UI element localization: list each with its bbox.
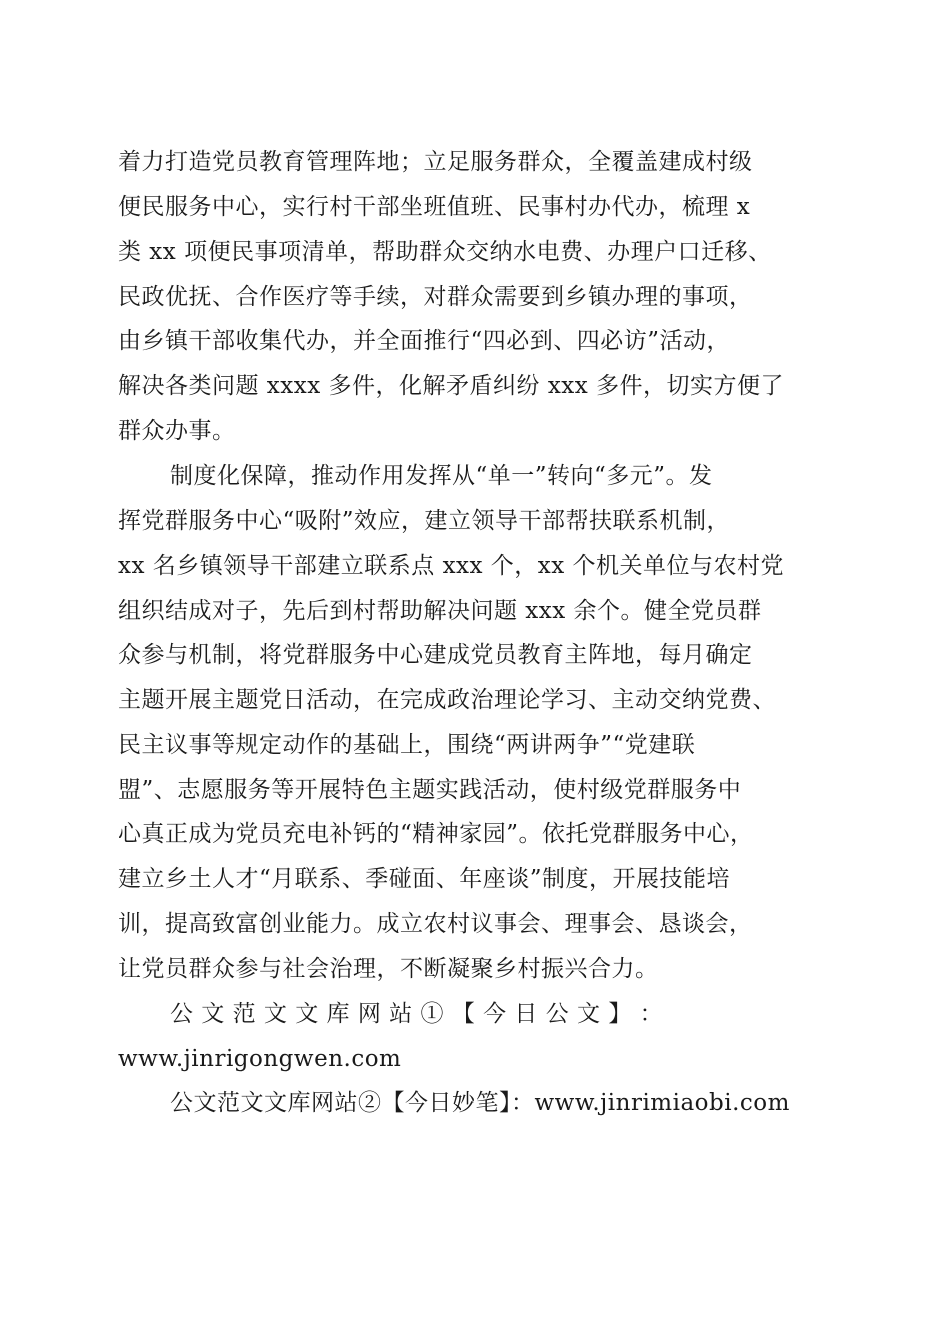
paragraph-1-line-2: 便民服务中心，实行村干部坐班值班、民事村办代办，梳理 x [118,194,751,220]
paragraph-2-line-4: 组织结成对子，先后到村帮助解决问题 xxx 余个。健全党员群 [118,598,762,624]
paragraph-2-line-8: 盟”、志愿服务等开展特色主题实践活动，使村级党群服务中 [118,777,742,803]
paragraph-2-line-6: 主题开展主题党日活动，在完成政治理论学习、主动交纳党费、 [118,687,776,713]
paragraph-2-line-5: 众参与机制，将党群服务中心建成党员教育主阵地，每月确定 [118,642,753,668]
footer-site-2[interactable]: 公文范文文库网站②【今日妙笔】：www.jinrimiaobi.com [170,1090,790,1116]
paragraph-1-line-7: 群众办事。 [118,418,236,444]
paragraph-1-line-1: 着力打造党员教育管理阵地；立足服务群众，全覆盖建成村级 [118,149,753,175]
paragraph-1-line-5: 由乡镇干部收集代办，并全面推行“四必到、四必访”活动， [118,328,731,354]
paragraph-2-line-3: xx 名乡镇领导干部建立联系点 xxx 个，xx 个机关单位与农村党 [118,553,785,579]
paragraph-2-line-11: 训，提高致富创业能力。成立农村议事会、理事会、恳谈会， [118,911,753,937]
paragraph-2-line-7: 民主议事等规定动作的基础上，围绕“两讲两争”“党建联 [118,732,696,758]
footer-site-1-label: 公 文 范 文 文 库 网 站 ① 【 今 日 公 文 】 ： [170,1001,664,1027]
paragraph-2-line-12: 让党员群众参与社会治理，不断凝聚乡村振兴合力。 [118,956,659,982]
paragraph-2-line-10: 建立乡土人才“月联系、季碰面、年座谈”制度，开展技能培 [118,866,731,892]
paragraph-1-line-4: 民政优抚、合作医疗等手续，对群众需要到乡镇办理的事项， [118,284,753,310]
paragraph-1-line-6: 解决各类问题 xxxx 多件，化解矛盾纠纷 xxx 多件，切实方便了 [118,373,785,399]
paragraph-2-line-9: 心真正成为党员充电补钙的“精神家园”。依托党群服务中心， [118,821,754,847]
document-body [118,0,838,1344]
paragraph-2-line-1: 制度化保障，推动作用发挥从“单一”转向“多元”。发 [170,463,713,489]
paragraph-2-line-2: 挥党群服务中心“吸附”效应，建立领导干部帮扶联系机制， [118,508,731,534]
paragraph-1-line-3: 类 xx 项便民事项清单，帮助群众交纳水电费、办理户口迁移、 [118,239,772,265]
footer-site-1-url[interactable]: www.jinrigongwen.com [118,1046,402,1072]
